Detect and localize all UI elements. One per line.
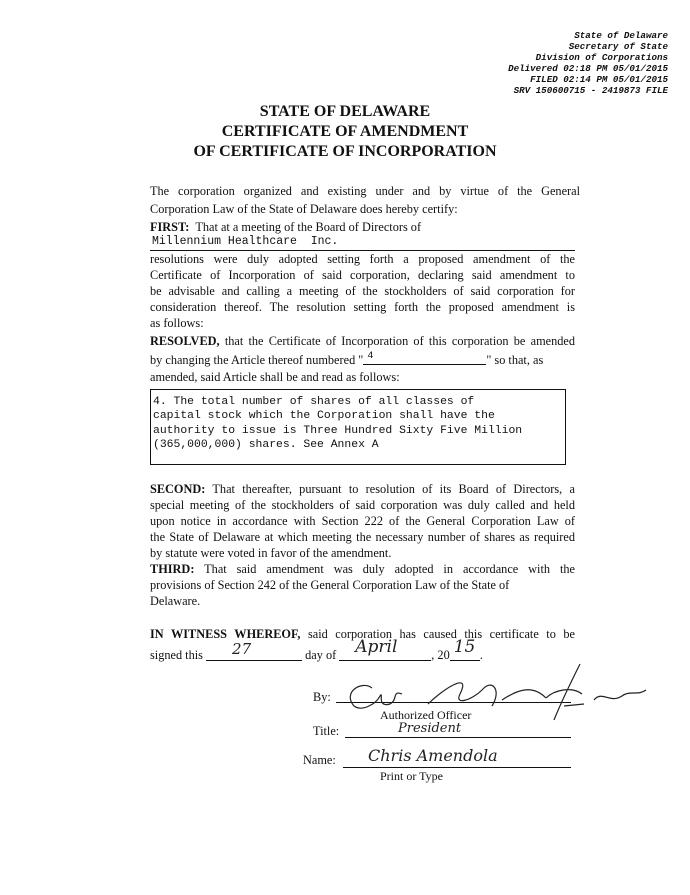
title-state: STATE OF DELAWARE — [259, 103, 431, 120]
period: . — [479, 648, 483, 662]
first-line: be advisable and calling a meeting of the stockholders of said corporation for — [150, 284, 575, 298]
article-number: 4 — [367, 351, 374, 362]
third-text: That said amendment was duly adopted in accordance with the — [204, 562, 576, 576]
second-line: the State of Delaware at which meeting the necessary number of shares as required — [150, 530, 575, 544]
stamp-line: Division of Corporations — [535, 52, 668, 63]
second-line — [150, 482, 575, 498]
article-text-box — [150, 389, 566, 465]
stamp-line: FILED 02:14 PM 05/01/2015 — [530, 74, 668, 85]
article-line: (365,000,000) shares. See Annex A — [153, 439, 379, 452]
resolved-text: " so that, as — [486, 353, 544, 367]
intro-line: Corporation Law of the State of Delaware does hereby certify: — [150, 202, 458, 216]
third-line: provisions of Section 242 of the General Corporation Law of the State of — [150, 578, 510, 592]
stamp-line: Secretary of State — [568, 41, 668, 52]
resolved-line: amended, said Article shall be and read as follows: — [150, 370, 400, 384]
third-line — [150, 550, 576, 576]
by-label: By: — [313, 690, 331, 704]
second-line: by statute were voted in favor of the amendment. — [150, 546, 392, 560]
title-label: Title: — [313, 724, 340, 738]
filing-stamp — [468, 30, 668, 96]
first-label: FIRST: — [150, 220, 190, 234]
name-label: Name: — [303, 753, 336, 767]
first-line: resolutions were duly adopted setting forth a proposed amendment of the — [150, 252, 575, 266]
resolved-text: that the Certificate of Incorporation of this corporation be amended — [224, 334, 575, 348]
signed-this-label: signed this — [150, 648, 203, 662]
article-line: capital stock which the Corporation shall have the — [153, 410, 495, 423]
second-line: special meeting of the stockholders of said corporation was duly called and held — [150, 498, 575, 512]
witness-text: said corporation has caused this certificate to be — [307, 627, 575, 641]
title-incorporation: OF CERTIFICATE OF INCORPORATION — [193, 143, 497, 160]
article-line: authority to issue is Three Hundred Sixty Five Million — [153, 424, 523, 437]
first-line: as follows: — [150, 316, 204, 330]
third-line: Delaware. — [150, 594, 201, 608]
first-text: That at a meeting of the Board of Directors of — [195, 220, 422, 234]
year-value: 15 — [453, 637, 476, 657]
day-value: 27 — [232, 640, 252, 658]
first-heading — [150, 220, 421, 236]
first-line: Certificate of Incorporation of said corporation, declaring said amendment to — [150, 268, 575, 282]
company-name: Millennium Healthcare Inc. — [152, 235, 339, 248]
resolved-label: RESOLVED, — [150, 334, 220, 348]
resolved-article-line — [150, 352, 543, 369]
second-text: That thereafter, pursuant to resolution of its Board of Directors, a — [212, 482, 575, 496]
month-field — [339, 637, 431, 661]
company-field — [150, 236, 575, 251]
month-value: April — [355, 637, 398, 657]
year-field — [450, 637, 480, 661]
title-certificate: CERTIFICATE OF AMENDMENT — [221, 123, 469, 140]
year-prefix: , 20 — [431, 648, 450, 662]
third-label: THIRD: — [150, 562, 195, 576]
second-line: upon notice in accordance with Section 222 of the General Corporation Law of — [150, 514, 575, 528]
article-number-field — [363, 352, 486, 365]
stamp-line: Delivered 02:18 PM 05/01/2015 — [508, 63, 668, 74]
first-line: consideration thereof. The resolution setting forth the proposed amendment is — [150, 300, 575, 314]
title-line — [345, 737, 571, 738]
day-of-label: day of — [305, 648, 337, 662]
name-line — [343, 767, 571, 768]
day-field — [206, 640, 302, 661]
intro-line: The corporation organized and existing under and by virtue of the General — [150, 184, 580, 198]
print-or-type-label: Print or Type — [380, 769, 443, 783]
article-line: 4. The total number of shares of all classes of — [153, 396, 475, 408]
title-value: President — [398, 721, 462, 736]
stamp-line: SRV 150600715 - 2419873 FILE — [513, 85, 668, 96]
name-value: Chris Amendola — [368, 746, 498, 765]
resolved-text: by changing the Article thereof numbered " — [150, 353, 364, 367]
resolved-line — [150, 334, 575, 350]
witness-label: IN WITNESS WHEREOF, — [150, 627, 301, 641]
authorized-officer-label: Authorized Officer — [380, 708, 472, 722]
stamp-line: State of Delaware — [574, 30, 668, 41]
second-label: SECOND: — [150, 482, 206, 496]
